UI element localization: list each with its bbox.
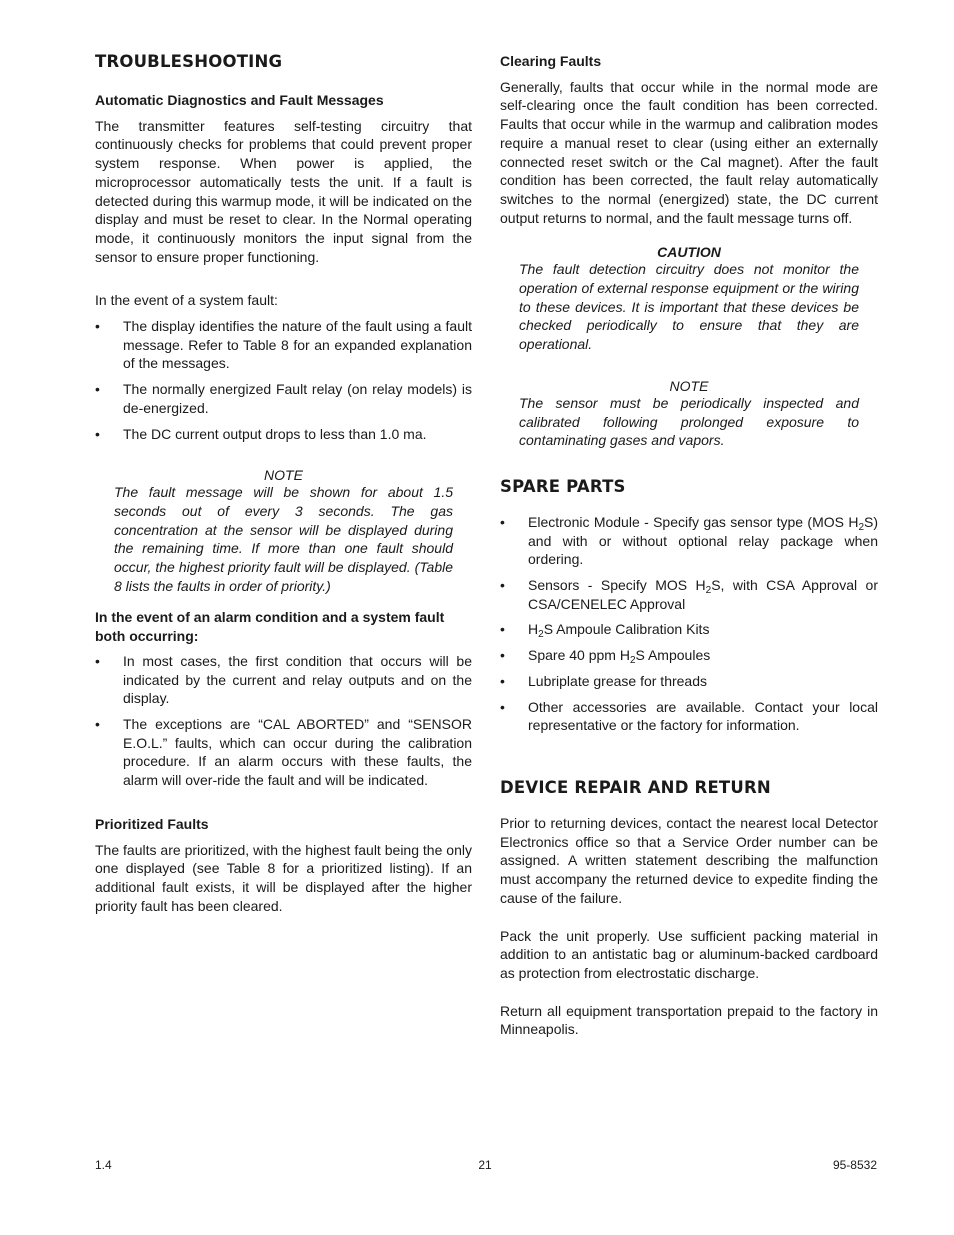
footer-version: 1.4 [95,1158,112,1172]
packing-paragraph: Pack the unit properly. Use sufficient packing material in addition to an antistatic bag or aluminum-backed cardboard as protection from electrostatic discharge. [500,927,878,981]
caution-box [500,244,878,354]
note-text: The fault message will be shown for about 1.5 seconds out of every 3 seconds. The gas concentration at the sensor will be displayed during the remaining time. If more than one fault should occur, the highest priority fault will be displayed. (Table 8 lists the faults in order of priority.) [114,484,453,594]
list-item: • $H_2S$ Ampoule Calibration Kits [500,620,878,639]
system-fault-list [95,317,472,443]
system-fault-intro: In the event of a system fault: [95,292,278,309]
note-title: NOTE [669,377,709,394]
list-item: • Spare 40 ppm $H_2S$ Ampoules [500,646,878,665]
list-item: • The display identifies the nature of the fault using a fault message. Refer to Table 8 for an expanded explanation of the messages. [95,317,472,373]
list-item: • The normally energized Fault relay (on relay models) is de-energized. [95,380,472,417]
fault-note [95,467,472,595]
note-text: The sensor must be periodically inspected and calibrated following prolonged exposure to contaminating gases and vapors. [519,394,859,449]
list-item: • Sensors - Specify MOS $H_2S$, with CSA Approval or CSA/CENELEC Approval [500,576,878,613]
spare-parts-title: SPARE PARTS [500,476,626,496]
left-column [95,52,472,915]
return-paragraph: Return all equipment transportation prepaid to the factory in Minneapolis. [500,1002,878,1038]
sensor-note [500,378,878,450]
document-number: 95-8532 [832,1158,877,1172]
device-repair-title: DEVICE REPAIR AND RETURN [500,777,771,797]
list-item: • Other accessories are available. Contact your local representative or the factory for information. [500,698,878,735]
list-item: • Electronic Module - Specify gas sensor type (MOS $H_2S$) and with or without optional relay package when ordering. [500,513,878,569]
repair-paragraph: Prior to returning devices, contact the nearest local Detector Electronics office so that a Service Order number can be assigned. A written statement describing the malfunction must accompany the returned device to expedite finding the cause of the failure. [500,814,878,906]
clearing-faults-paragraph: Generally, faults that occur while in the normal mode are self-clearing once the fault condition has been corrected. Faults that occur while in the warmup and calibration modes require a manual reset to clear (using either an externally connected reset switch or the Cal magnet). After the fault condition has been corrected, the fault relay automatically switches to the normal (energized) state, the DC current output returns to normal, and the fault message turns off. [500,78,878,226]
clearing-faults-heading: Clearing Faults [500,53,602,69]
troubleshooting-title: TROUBLESHOOTING [95,52,283,71]
spare-parts-list [500,513,878,735]
caution-text: The fault detection circuitry does not monitor the operation of external response equipment or the wiring to these devices. It is important that these devices be checked periodically to ensure that they are operational. [519,261,859,353]
list-item: • Lubriplate grease for threads [500,672,878,691]
auto-diagnostics-heading: Automatic Diagnostics and Fault Messages [95,92,384,108]
caution-title: CAUTION [657,244,721,261]
alarm-fault-heading: In the event of an alarm condition and a system fault both occurring: [95,609,445,645]
alarm-fault-list [95,652,472,790]
prioritized-faults-heading: Prioritized Faults [95,815,209,832]
note-title: NOTE [264,467,303,484]
list-item: • The DC current output drops to less than 1.0 ma. [95,425,472,444]
list-item: • In most cases, the first condition that occurs will be indicated by the current and relay outputs and on the display. [95,652,472,708]
right-column [500,52,878,1039]
page-number: 21 [478,1158,492,1172]
list-item: • The exceptions are “CAL ABORTED” and “SENSOR E.O.L.” faults, which can occur during the calibration procedure. If an alarm occurs with these faults, the alarm will over-ride the fault and will be indicated. [95,715,472,790]
prioritized-faults-paragraph: The faults are prioritized, with the highest fault being the only one displayed (see Table 8 for a prioritized listing). If an additional fault exists, it will be displayed after the higher priority fault has been cleared. [95,841,472,914]
auto-diagnostics-paragraph: The transmitter features self-testing circuitry that continuously checks for problems that could prevent proper system response. When power is applied, the microprocessor automatically tests the unit. If a fault is detected during this warmup mode, it will be indicated on the display and must be reset to clear. In the Normal operating mode, it continuously monitors the input signal from the sensor to ensure proper functioning. [95,117,472,265]
